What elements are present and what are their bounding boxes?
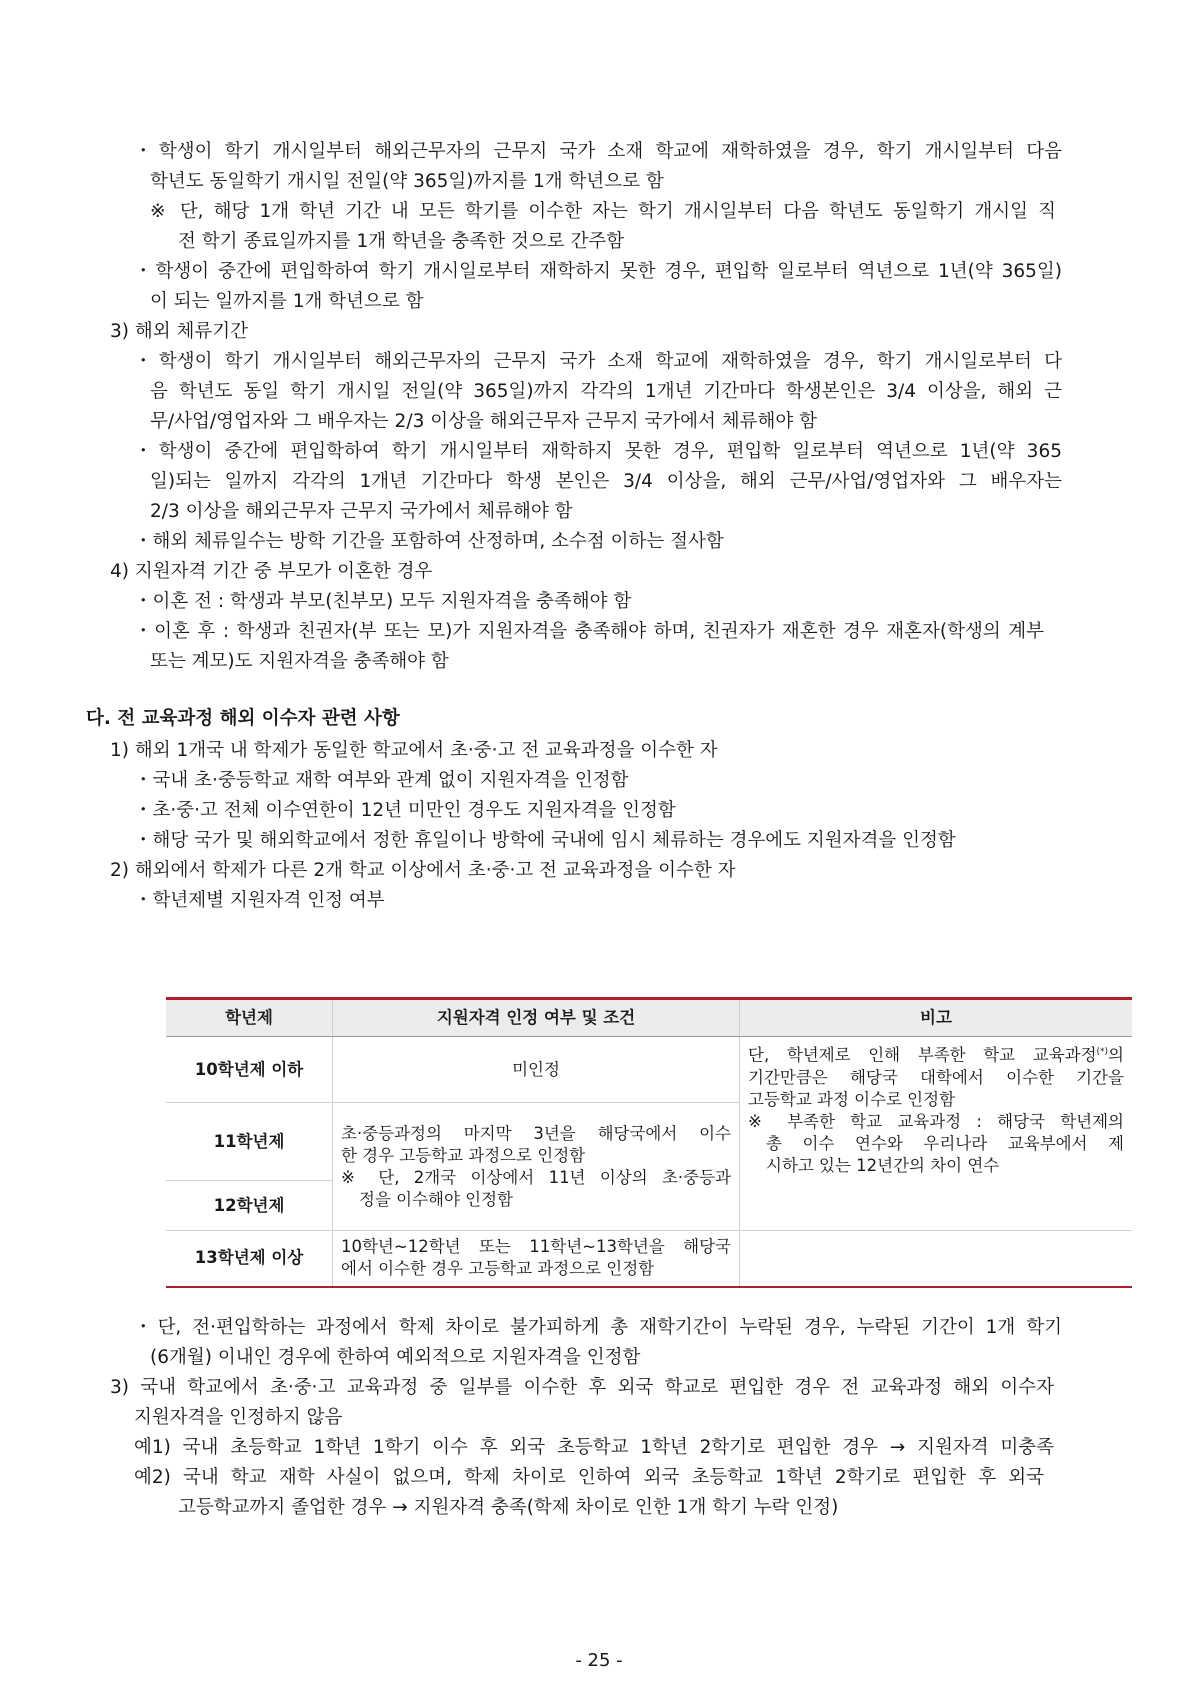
grade-system-cell: 10학년제 이하	[166, 1037, 333, 1103]
sub-heading: 2) 해외에서 학제가 다른 2개 학교 이상에서 초·중·고 전 교육과정을 이수한 자	[110, 860, 736, 881]
table-header: 지원자격 인정 여부 및 조건	[333, 999, 740, 1037]
note-line: 총 이수 연수와 우리나라 교육부에서 제	[766, 1133, 1124, 1153]
bullet-text: ・이혼 후 : 학생과 친권자(부 또는 모)가 지원자격을 충족해야 하며, 친권자가 재혼한 경우 재혼자(학생의 계부	[134, 621, 1044, 642]
note-line: 시하고 있는 12년간의 차이 연수	[766, 1155, 1000, 1175]
example-text: 예2) 국내 학교 재학 사실이 없으며, 학제 차이로 인하여 외국 초등학교 1학년 2학기로 편입한 후 외국	[134, 1467, 1044, 1488]
bullet-text-cont: 무/사업/영업자와 그 배우자는 2/3 이상을 해외근무자 근무지 국가에서 체류해야 함	[150, 411, 818, 432]
sub-heading: 3) 국내 학교에서 초·중·고 교육과정 중 일부를 이수한 후 외국 학교로 편입한 경우 전 교육과정 해외 이수자	[110, 1377, 1054, 1398]
grade-system-cell: 12학년제	[166, 1181, 333, 1231]
table-header: 비고	[740, 999, 1133, 1037]
sub-heading: 3) 해외 체류기간	[110, 321, 248, 342]
bullet-text: ・학년제별 지원자격 인정 여부	[134, 890, 385, 911]
bullet-text: ・이혼 전 : 학생과 부모(친부모) 모두 지원자격을 충족해야 함	[134, 591, 632, 612]
bullet-text: ・초·중·고 전체 이수연한이 12년 미만인 경우도 지원자격을 인정함	[134, 800, 676, 821]
grade-system-cell: 11학년제	[166, 1103, 333, 1181]
page-number: - 25 -	[575, 1650, 623, 1671]
bullet-text-cont: 2/3 이상을 해외근무자 근무지 국가에서 체류해야 함	[150, 501, 573, 522]
sub-heading-cont: 지원자격을 인정하지 않음	[134, 1407, 343, 1428]
note-text-cont: 전 학기 종료일까지를 1개 학년을 충족한 것으로 간주함	[178, 231, 625, 252]
bullet-text: ・학생이 학기 개시일부터 해외근무자의 근무지 국가 소재 학교에 재학하였을 경우, 학기 개시일로부터 다	[134, 351, 1062, 372]
bullet-text-cont: 일)되는 일까지 각각의 1개년 기간마다 학생 본인은 3/4 이상을, 해외 근무/사업/영업자와 그 배우자는	[150, 471, 1062, 492]
table-row	[166, 1231, 1132, 1287]
section-heading: 다. 전 교육과정 해외 이수자 관련 사항	[86, 708, 400, 729]
condition-cell: 미인정	[333, 1037, 740, 1103]
example-text: 예1) 국내 초등학교 1학년 1학기 이수 후 외국 초등학교 1학년 2학기로 편입한 경우 → 지원자격 미충족	[134, 1437, 1054, 1458]
bullet-text-cont: (6개월) 이내인 경우에 한하여 예외적으로 지원자격을 인정함	[150, 1347, 641, 1368]
grade-system-table	[166, 997, 1132, 1288]
note-cell-empty	[740, 1231, 1133, 1287]
note-text: ※ 단, 해당 1개 학년 기간 내 모든 학기를 이수한 자는 학기 개시일부터 다음 학년도 동일학기 개시일 직	[150, 201, 1056, 222]
note-line: 고등학교 과정 이수로 인정함	[748, 1089, 956, 1109]
example-text-cont: 고등학교까지 졸업한 경우 → 지원자격 충족(학제 차이로 인한 1개 학기 누락 인정)	[178, 1497, 839, 1518]
table-row	[166, 1037, 1132, 1103]
note-line: ※ 부족한 학교 교육과정 : 해당국 학년제의	[748, 1111, 1124, 1131]
sub-heading: 4) 지원자격 기간 중 부모가 이혼한 경우	[110, 561, 433, 582]
grade-system-cell: 13학년제 이상	[166, 1231, 333, 1287]
bullet-text: ・학생이 중간에 편입학하여 학기 개시일부터 재학하지 못한 경우, 편입학 일로부터 역년으로 1년(약 365	[134, 441, 1062, 462]
bullet-text-cont: 이 되는 일까지를 1개 학년으로 함	[150, 291, 424, 312]
bullet-text: ・학생이 중간에 편입학하여 학기 개시일로부터 재학하지 못한 경우, 편입학 일로부터 역년으로 1년(약 365일)	[134, 261, 1062, 282]
note-line: 단, 학년제로 인해 부족한 학교 교육과정(*)의	[748, 1045, 1124, 1065]
note-line: 기간만큼은 해당국 대학에서 이수한 기간을	[748, 1067, 1124, 1087]
note-cell	[740, 1037, 1133, 1231]
bullet-text: ・해당 국가 및 해외학교에서 정한 휴일이나 방학에 국내에 임시 체류하는 경우에도 지원자격을 인정함	[134, 830, 956, 851]
bullet-text: ・국내 초·중등학교 재학 여부와 관계 없이 지원자격을 인정함	[134, 770, 629, 791]
table-header: 학년제	[166, 999, 333, 1037]
bullet-text: ・학생이 학기 개시일부터 해외근무자의 근무지 국가 소재 학교에 재학하였을 경우, 학기 개시일부터 다음	[134, 141, 1062, 162]
bullet-text-cont: 음 학년도 동일 학기 개시일 전일(약 365일)까지 각각의 1개년 기간마다 학생본인은 3/4 이상을, 해외 근	[150, 381, 1062, 402]
table-header-row	[166, 999, 1132, 1037]
bullet-text-cont: 또는 계모)도 지원자격을 충족해야 함	[150, 651, 449, 672]
condition-cell: 10학년~12학년 또는 11학년~13학년을 해당국 에서 이수한 경우 고등학교 과정으로 인정함	[333, 1231, 740, 1287]
condition-cell: 초·중등과정의 마지막 3년을 해당국에서 이수 한 경우 고등학교 과정으로 인정함 ※ 단, 2개국 이상에서 11년 이상의 초·중등과 정을 이수해야 인정함	[333, 1103, 740, 1231]
sub-heading: 1) 해외 1개국 내 학제가 동일한 학교에서 초·중·고 전 교육과정을 이수한 자	[110, 740, 718, 761]
bullet-text: ・단, 전·편입학하는 과정에서 학제 차이로 불가피하게 총 재학기간이 누락된 경우, 누락된 기간이 1개 학기	[134, 1317, 1062, 1338]
bullet-text-cont: 학년도 동일학기 개시일 전일(약 365일)까지를 1개 학년으로 함	[150, 171, 664, 192]
bullet-text: ・해외 체류일수는 방학 기간을 포함하여 산정하며, 소수점 이하는 절사함	[134, 531, 724, 552]
